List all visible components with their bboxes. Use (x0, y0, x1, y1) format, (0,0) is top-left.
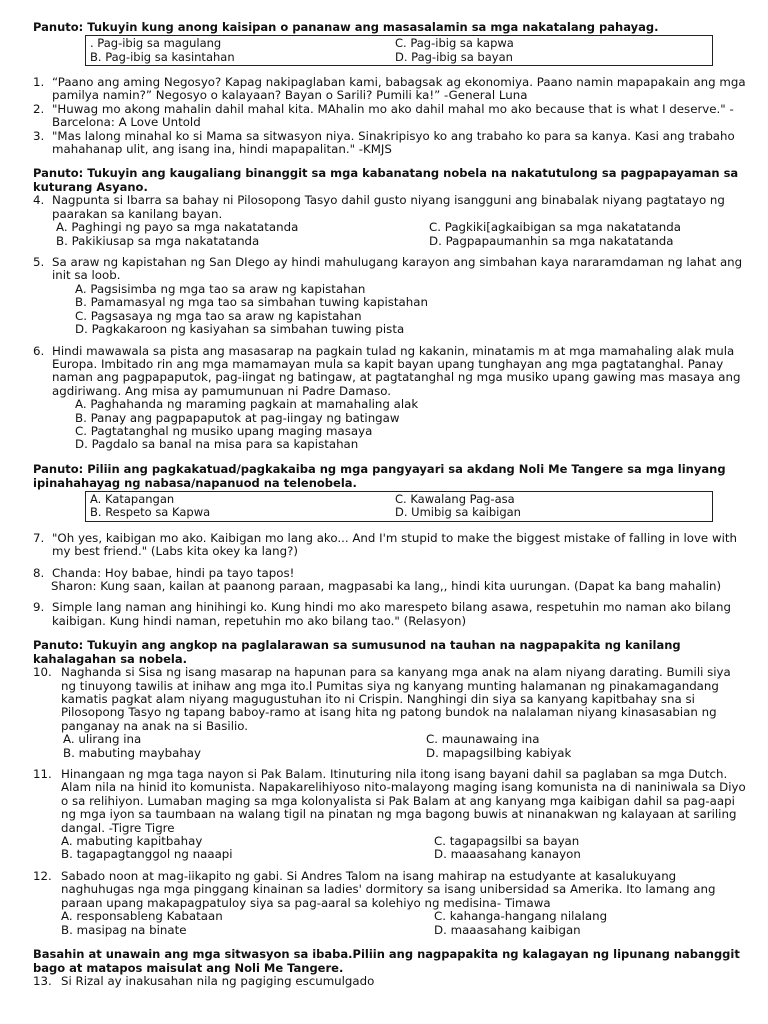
question-text: Naghanda si Sisa ng isang masarap na hapunan para sa kanyang mga anak na alam niyang darating. Bumili siya ng tinuyong tawilis at inihaw ang mga ito.l Pumitas siya ng kanyang munting halamanan ng pinakamagandang kamatis pagkat alam niyang magugustuhan ito ni Crispin. Nanghingi din siya sa kanyang kapitbahay sna si Pilosopong Tasyo ng tapang baboy-ramo at isang hita ng patong bundok na nalalaman niyang kinasasabian ng panganay na anak na si Basilio. (61, 665, 731, 733)
question-text: "Huwag mo akong mahalin dahil mahal kita. MAhalin mo ako dahil mahal mo ako because that is what I deserve." -Barcelona: A Love Untold (52, 101, 734, 130)
question-number: 3. (33, 128, 45, 143)
question-text: Sabado noon at mag-iikapito ng gabi. Si Andres Talom na isang mahirap na estudyante at kasalukuyang naghuhugas nga mga pinggang kinainan sa ladies' dormitory sa isang unibersidad sa Amerika. Ito lamang ang paraan upang makapagpatuloy siya sa pag-aaral sa kolehiyo ng medisina- Timawa (61, 868, 716, 910)
question-number: 2. (33, 101, 45, 116)
option: D. maaasahang kaibigan (434, 922, 581, 937)
question-text: Chanda: Hoy babae, hindi pa tayo tapos! (52, 565, 295, 580)
question-number: 1. (33, 75, 45, 89)
option: C. maunawaing ina (426, 732, 540, 747)
option: B. masipag na binate (61, 922, 187, 937)
option: A. Paghingi ng payo sa mga nakatatanda (56, 220, 299, 235)
options-6 (75, 398, 748, 452)
question-6 (33, 345, 748, 399)
question-7 (33, 532, 748, 559)
option: C. Pagtatanghal ng musiko upang maging masaya (75, 423, 373, 438)
question-4 (33, 194, 748, 221)
option: B. mabuting maybahay (63, 745, 202, 760)
option: A. mabuting kapitbahay (61, 834, 203, 849)
question-number: 6. (33, 343, 45, 358)
options-12 (61, 910, 748, 937)
question-text: Si Rizal ay inakusahan nila ng pagiging escumulgado (61, 973, 375, 988)
choice-box-1 (85, 35, 713, 66)
question-number: 4. (33, 193, 45, 208)
option: B. Panay ang pagpapaputok at pag-iingay ng batingaw (75, 410, 400, 425)
choice: B. Respeto sa Kapwa (90, 505, 211, 520)
question-number: 7. (33, 530, 45, 545)
question-text: Nagpunta si Ibarra sa bahay ni Pilosopong Tasyo dahil gusto niyang isangguni ang binabalak niyang pagtatayo ng paarakan sa kanilang bayan. (52, 193, 725, 221)
question-9 (33, 601, 748, 628)
options-4 (56, 221, 748, 248)
question-text: Simple lang naman ang hinihingi ko. Kung hindi mo ako marespeto bilang asawa, respetuhin mo naman ako bilang kaibigan. Kung hindi naman, repetuhin mo ako bilang tao." (Relasyon) (52, 600, 731, 628)
choice: C. Kawalang Pag-asa (395, 491, 515, 506)
option: D. Pagkakaroon ng kasiyahan sa simbahan tuwing pista (75, 322, 405, 337)
option: A. ulirang ina (63, 732, 142, 747)
option: C. tagapagsilbi sa bayan (434, 834, 580, 849)
option: D. Pagdalo sa banal na misa para sa kapistahan (75, 437, 359, 452)
option: C. Pagsasaya ng mga tao sa araw ng kapistahan (75, 308, 362, 323)
question-10 (33, 666, 748, 733)
choice: A. Katapangan (90, 491, 175, 506)
question-number: 8. (33, 565, 45, 580)
choice: D. Pag-ibig sa bayan (395, 49, 513, 64)
question-text: Hindi mawawala sa pista ang masasarap na pagkain tulad ng kakanin, minatamis m at mga mamahaling alak mula Europa. Imbitado rin ang mga mamamayan mula sa kapit bayan upang tunghayan ang mga pagtatanghal. Panay naman ang pagpapaputok, pag-iingat ng batingaw, at pagtatanghal ng mga musiko upang gawing mas masaya ang agdiriwang. Ang misa ay pamumunuan ni Padre Damaso. (52, 343, 741, 398)
option: D. mapagsilbing kabiyak (426, 745, 572, 760)
question-number: 9. (33, 600, 45, 615)
question-number: 5. (33, 255, 45, 270)
options-10 (63, 733, 748, 760)
question-13 (33, 975, 748, 988)
question-2 (33, 103, 748, 130)
option: A. Paghahanda ng maraming pagkain at mamahaling alak (75, 397, 419, 412)
question-5 (33, 256, 748, 283)
question-8 (33, 567, 748, 580)
question-3 (33, 130, 748, 157)
question-number: 10. (33, 665, 52, 680)
choice: C. Pag-ibig sa kapwa (395, 36, 514, 50)
choice: B. Pag-ibig sa kasintahan (90, 49, 235, 64)
option: B. tagapagtanggol ng naaapi (61, 847, 233, 862)
question-1 (33, 76, 748, 103)
options-5 (75, 283, 748, 337)
option: D. Pagpapaumanhin sa mga nakatatanda (429, 233, 674, 248)
question-text: Sa araw ng kapistahan ng San DIego ay hindi mahulugang karayon ang simbahan kaya nararamdaman ng lahat ang init sa loob. (52, 255, 743, 283)
directive-4: Panuto: Tukuyin ang angkop na paglalarawan sa sumusunod na tauhan na nagpapakita ng kanilang kahalagahan sa nobela. (33, 638, 681, 667)
directive-3: Panuto: Piliin ang pagkakatuad/pagkakaiba ng mga pangyayari sa akdang Noli Me Tangere sa mga linyang ipinahahayag ng nabasa/napanuod na telenobela. (33, 461, 726, 490)
option: A. Pagsisimba ng mga tao sa araw ng kapistahan (75, 281, 366, 296)
option: C. Pagkiki[agkaibigan sa mga nakatatanda (429, 220, 681, 235)
option: B. Pamamasyal ng mga tao sa simbahan tuwing kapistahan (75, 295, 428, 310)
question-text: "Oh yes, kaibigan mo ako. Kaibigan mo lang ako... And I'm stupid to make the biggest mistake of falling in love with my best friend." (Labs kita okey ka lang?) (52, 530, 737, 559)
question-text: Hinangaan ng mga taga nayon si Pak Balam. Itinuturing nila itong isang bayani dahil sa paglaban sa mga Dutch. Alam nila na hinid ito komunista. Napakarelihiyoso nito-malayong maging isang komunista na di naniniwala sa Diyo o sa relihiyon. Lumaban maging sa mga kolonyalista si Pak Balam at ang kanyang mga kaibigan dahil sa pag-aapi ng mga iyon sa taumbaan na walang tigil na pinatan ng mga bagong buwis at ninanakwan ng kalayaan at sariling dangal. -Tigre Tigre (61, 767, 746, 835)
question-number: 11. (33, 767, 52, 782)
option: C. kahanga-hangang nilalang (434, 909, 608, 924)
choice-box-2 (85, 491, 713, 522)
directive-1: Panuto: Tukuyin kung anong kaisipan o pananaw ang masasalamin sa mga nakatalang pahayag. (33, 20, 659, 34)
question-11 (33, 768, 748, 835)
options-11 (61, 835, 748, 862)
question-text-extra: Sharon: Kung saan, kailan at paanong paraan, magpasabi ka lang,, hindi kita uurungan. (Dapat ka bang mahalin) (51, 578, 722, 593)
question-text: “Paano ang aming Negosyo? Kapag nakipaglaban kami, babagsak ag ekonomiya. Paano namin mapapakain ang mga pamilya namin?” Negosyo o kalayaan? Bayan o Sarili? Pumili ka!” -General Luna (52, 75, 746, 103)
question-8-continuation (51, 580, 748, 593)
directive-5: Basahin at unawain ang mga sitwasyon sa ibaba.Piliin ang nagpapakita ng kalagayan ng lipunang nabanggit bago at matapos maisulat ang Noli Me Tangere. (33, 946, 740, 975)
question-12 (33, 870, 748, 910)
option: A. responsableng Kabataan (61, 909, 223, 924)
question-number: 13. (33, 973, 52, 988)
option: B. Pakikiusap sa mga nakatatanda (56, 233, 260, 248)
option: D. maaasahang kanayon (434, 847, 581, 862)
question-number: 12. (33, 868, 52, 883)
directive-2: Panuto: Tukuyin ang kaugaliang binanggit sa mga kabanatang nobela na nakatutulong sa pagpapayaman sa kuturang Asyano. (33, 166, 739, 195)
choice: . Pag-ibig sa magulang (90, 36, 222, 50)
choice: D. Umibig sa kaibigan (395, 505, 521, 520)
question-text: "Mas lalong minahal ko si Mama sa sitwasyon niya. Sinakripisyo ko ang trabaho ko para sa kanya. Kasi ang trabaho mahahanap ulit, ang isang ina, hindi mapapalitan." -KMJS (52, 128, 735, 157)
